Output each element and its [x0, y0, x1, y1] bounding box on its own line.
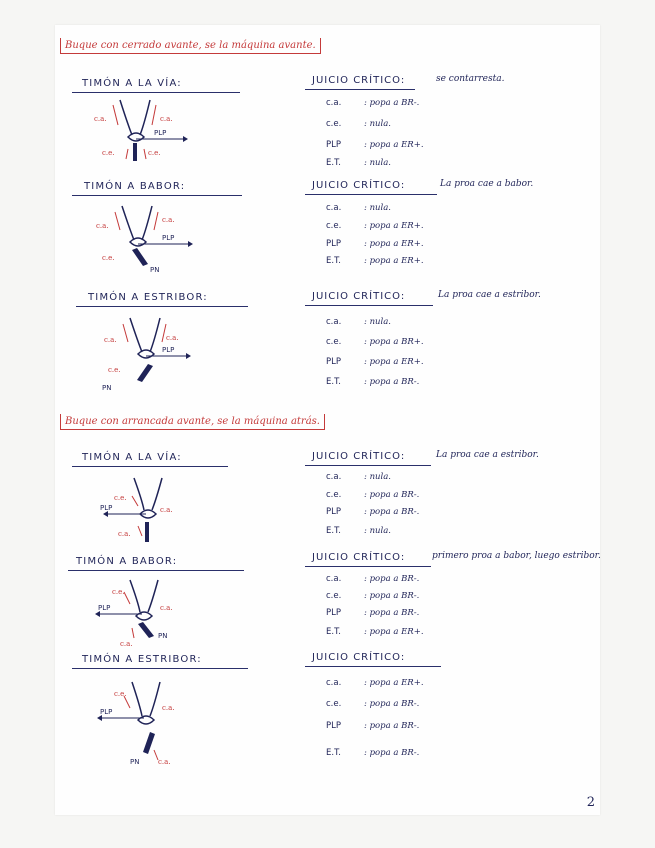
- effect-row: E.T. : popa a ER+.: [326, 627, 424, 637]
- juicio-critico-label: JUICIO CRÍTICO:: [312, 552, 406, 563]
- effect-row: c.e. : nula.: [326, 119, 392, 129]
- jc-underline: [305, 666, 441, 667]
- jc-underline: [305, 566, 431, 567]
- diagram-label: c.a.: [158, 758, 171, 766]
- rudder-diagram-2: [90, 198, 200, 276]
- diagram-label: c.e.: [148, 149, 161, 157]
- effect-row: E.T. : popa a ER+.: [326, 256, 424, 266]
- jc-underline: [305, 305, 433, 306]
- effect-row: c.e. : popa a ER+.: [326, 221, 424, 231]
- heading-timon-estribor-1: TIMÓN A ESTRIBOR:: [88, 292, 208, 303]
- effect-row: c.e. : popa a BR-.: [326, 591, 420, 601]
- diagram-label: PN: [102, 384, 112, 392]
- diagram-label: c.e.: [112, 588, 125, 596]
- effect-row: c.a. : nula.: [326, 317, 392, 327]
- diagram-label: c.a.: [162, 216, 175, 224]
- juicio-critico-label: JUICIO CRÍTICO:: [312, 75, 406, 86]
- section-2-title: Buque con arrancada avante, se la máquina atrás.: [60, 414, 325, 430]
- diagram-label: c.a.: [96, 222, 109, 230]
- effect-row: PLP : popa a BR-.: [326, 721, 420, 731]
- effect-row: E.T. : popa a BR-.: [326, 748, 420, 758]
- rudder-diagram-1: [88, 95, 198, 167]
- jc-comment: La proa cae a estribor.: [436, 450, 539, 460]
- heading-timon-babor-2: TIMÓN A BABOR:: [76, 556, 178, 567]
- rudder-diagram-4: [94, 470, 204, 546]
- diagram-label: c.e.: [102, 254, 115, 262]
- effect-row: c.a. : nula.: [326, 472, 392, 482]
- diagram-label: PN: [150, 266, 160, 274]
- diagram-label: PN: [130, 758, 140, 766]
- diagram-label: c.a.: [162, 704, 175, 712]
- jc-comment: La proa cae a estribor.: [438, 290, 541, 300]
- jc-comment: La proa cae a babor.: [440, 179, 534, 189]
- effect-row: c.a. : popa a BR-.: [326, 574, 420, 584]
- section-1-title: Buque con cerrado avante, se la máquina avante.: [60, 38, 321, 54]
- heading-underline: [72, 195, 242, 196]
- diagram-label: PLP: [162, 234, 175, 242]
- effect-row: E.T. : nula.: [326, 158, 392, 168]
- effect-row: E.T. : popa a BR-.: [326, 377, 420, 387]
- diagram-label: c.a.: [104, 336, 117, 344]
- effect-row: PLP : popa a ER+.: [326, 140, 424, 150]
- diagram-label: c.a.: [160, 604, 173, 612]
- jc-underline: [305, 89, 415, 90]
- diagram-label: c.e.: [102, 149, 115, 157]
- diagram-label: PLP: [100, 708, 113, 716]
- rudder-diagram-3: [98, 310, 208, 392]
- effect-row: PLP : popa a BR-.: [326, 608, 420, 618]
- effect-row: c.e. : popa a BR-.: [326, 699, 420, 709]
- effect-row: PLP : popa a ER+.: [326, 239, 424, 249]
- diagram-label: PLP: [98, 604, 111, 612]
- effect-row: c.e. : popa a BR-.: [326, 490, 420, 500]
- jc-comment: se contarresta.: [436, 74, 505, 84]
- diagram-label: c.a.: [120, 640, 133, 648]
- rudder-diagram-5: [90, 574, 200, 650]
- diagram-label: c.a.: [118, 530, 131, 538]
- heading-underline: [72, 466, 228, 467]
- diagram-label: c.a.: [94, 115, 107, 123]
- heading-timon-via-2: TIMÓN A LA VÍA:: [82, 452, 182, 463]
- juicio-critico-label: JUICIO CRÍTICO:: [312, 180, 406, 191]
- heading-underline: [72, 92, 240, 93]
- effect-row: c.a. : nula.: [326, 203, 392, 213]
- diagram-label: PLP: [100, 504, 113, 512]
- heading-timon-estribor-2: TIMÓN A ESTRIBOR:: [82, 654, 202, 665]
- heading-underline: [76, 306, 248, 307]
- heading-timon-via-1: TIMÓN A LA VÍA:: [82, 78, 182, 89]
- effect-row: PLP : popa a BR-.: [326, 507, 420, 517]
- effect-row: c.a. : popa a ER+.: [326, 678, 424, 688]
- jc-underline: [305, 194, 437, 195]
- jc-comment: primero proa a babor, luego estribor.: [432, 551, 601, 561]
- diagram-label: c.e.: [114, 494, 127, 502]
- effect-row: c.a. : popa a BR-.: [326, 98, 420, 108]
- page-number: 2: [586, 795, 595, 810]
- heading-underline: [72, 668, 248, 669]
- diagram-label: PN: [158, 632, 168, 640]
- diagram-label: c.a.: [166, 334, 179, 342]
- jc-underline: [305, 465, 431, 466]
- juicio-critico-label: JUICIO CRÍTICO:: [312, 652, 406, 663]
- diagram-label: c.a.: [160, 115, 173, 123]
- diagram-label: c.e.: [108, 366, 121, 374]
- heading-timon-babor-1: TIMÓN A BABOR:: [84, 181, 186, 192]
- rudder-diagram-6: [92, 676, 202, 768]
- juicio-critico-label: JUICIO CRÍTICO:: [312, 451, 406, 462]
- diagram-label: c.a.: [160, 506, 173, 514]
- heading-underline: [68, 570, 244, 571]
- effect-row: PLP : popa a ER+.: [326, 357, 424, 367]
- diagram-label: PLP: [154, 129, 167, 137]
- juicio-critico-label: JUICIO CRÍTICO:: [312, 291, 406, 302]
- effect-row: E.T. : nula.: [326, 526, 392, 536]
- effect-row: c.e. : popa a BR+.: [326, 337, 424, 347]
- diagram-label: PLP: [162, 346, 175, 354]
- diagram-label: c.e.: [114, 690, 127, 698]
